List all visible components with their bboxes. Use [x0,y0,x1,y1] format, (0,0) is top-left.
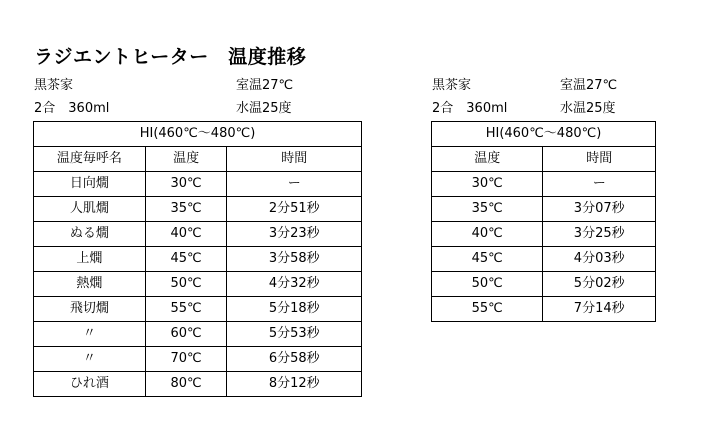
table-row [432,272,656,297]
temp-cell: 35℃ [432,197,543,222]
column-header: 時間 [227,147,362,172]
time-cell: 2分51秒 [227,197,362,222]
column-header: 温度 [432,147,543,172]
temp-cell: 50℃ [432,272,543,297]
left-amount: 2合 360ml [34,101,110,116]
temp-cell: 50℃ [145,272,227,297]
right-amount: 2合 360ml [432,101,508,116]
temp-cell: 70℃ [145,347,227,372]
table-row [34,247,362,272]
left-water-temp: 水温25度 [236,101,292,116]
table-header-row [34,147,362,172]
time-cell: 5分02秒 [543,272,656,297]
time-cell: 5分53秒 [227,322,362,347]
name-cell: 上燗 [34,247,146,272]
time-cell: ー [227,172,362,197]
setting-header: HI(460℃～480℃) [34,122,362,147]
time-cell: 5分18秒 [227,297,362,322]
table-header-row [432,147,656,172]
temp-cell: 45℃ [145,247,227,272]
table-row [432,247,656,272]
time-cell: 3分58秒 [227,247,362,272]
time-cell: 3分23秒 [227,222,362,247]
table-row [432,122,656,147]
temp-cell: 80℃ [145,372,227,397]
column-header: 温度 [145,147,227,172]
temp-cell: 35℃ [145,197,227,222]
name-cell: 飛切燗 [34,297,146,322]
page-title: ラジエントヒーター 温度推移 [34,46,307,68]
temp-cell: 40℃ [432,222,543,247]
table-row [432,197,656,222]
temp-cell: 55℃ [145,297,227,322]
time-cell: 7分14秒 [543,297,656,322]
setting-header: HI(460℃～480℃) [432,122,656,147]
temp-cell: 30℃ [432,172,543,197]
table-row [34,122,362,147]
column-header: 時間 [543,147,656,172]
time-cell: 3分07秒 [543,197,656,222]
table-row [34,172,362,197]
time-cell: 6分58秒 [227,347,362,372]
name-cell: 熱燗 [34,272,146,297]
name-cell: 日向燗 [34,172,146,197]
name-cell: 〃 [34,322,146,347]
table-row [34,197,362,222]
table-row [34,297,362,322]
right-water-temp: 水温25度 [560,101,616,116]
left-room-temp: 室温27℃ [236,78,294,93]
table-row [34,372,362,397]
time-cell: 4分03秒 [543,247,656,272]
time-cell: 3分25秒 [543,222,656,247]
table-row [34,347,362,372]
name-cell: ぬる燗 [34,222,146,247]
table-row [432,172,656,197]
right-tea-label: 黒茶家 [432,78,472,93]
name-cell: 人肌燗 [34,197,146,222]
table-row [34,322,362,347]
time-cell: 8分12秒 [227,372,362,397]
temp-cell: 60℃ [145,322,227,347]
left-temperature-table [33,121,362,397]
table-row [432,297,656,322]
table-row [34,272,362,297]
right-temperature-table [431,121,656,322]
temp-cell: 40℃ [145,222,227,247]
column-header: 温度毎呼名 [34,147,146,172]
time-cell: 4分32秒 [227,272,362,297]
table-row [34,222,362,247]
temp-cell: 45℃ [432,247,543,272]
table-row [432,222,656,247]
temp-cell: 30℃ [145,172,227,197]
name-cell: 〃 [34,347,146,372]
name-cell: ひれ酒 [34,372,146,397]
left-tea-label: 黒茶家 [34,78,74,93]
time-cell: ー [543,172,656,197]
temp-cell: 55℃ [432,297,543,322]
right-room-temp: 室温27℃ [560,78,618,93]
